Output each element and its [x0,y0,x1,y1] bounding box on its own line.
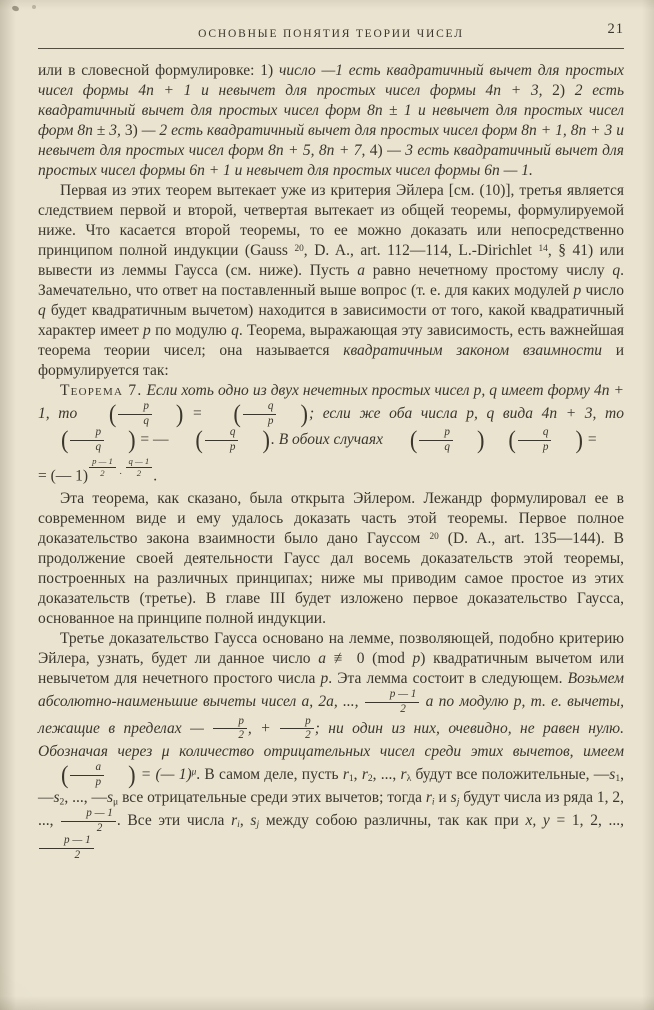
text-run: j [456,796,460,808]
text-run: = [184,404,211,422]
math-fraction [517,427,553,453]
paragraph [38,181,624,381]
paragraph [38,489,624,629]
math-fraction [204,427,240,453]
text-run: s [609,765,616,783]
text-run: , ..., — [64,789,107,807]
text-run: . Теорема, выражающая эту зависимость, есть важнейшая теорема теории чисел; она называется [38,322,625,359]
legendre-symbol [38,427,137,453]
text-run: . Замечательно, что ответ на поставленный выше вопрос (т. е. для каких модулей [38,262,625,299]
text-run: по модулю [150,322,232,339]
fraction-numerator: a [70,762,104,776]
fraction-numerator: p — 1 [39,835,94,849]
fraction-numerator: p [118,401,152,415]
text-run: . В обоих случаях [270,431,387,449]
text-run: 2 есть квадратичный вычет для простых чисел форм 8n ± 1 и невычет для простых чисел форм 8n ± 3, [38,82,625,139]
text-run: Возьмем абсолютно-наименьшие вычеты чисел a, 2a, ..., [38,670,625,711]
math-fraction [212,716,248,742]
text-run: s [106,789,114,807]
math-fraction [60,808,117,834]
text-run: будет квадратичным вычетом) находится в зависимости от того, какой квадратичный характер имеет [38,302,624,339]
open-paren-icon: ( [61,760,69,789]
fraction-numerator: p [70,427,104,441]
text-run: 20 [429,532,439,543]
text-run: i [237,819,240,831]
text-run: между собою различны, так как при [259,812,526,830]
fraction-denominator: p [267,414,274,427]
text-run: = — [136,431,173,449]
text-run: будут числа из ряда 1, 2, ..., [38,789,625,830]
paragraph [38,629,624,861]
text-run: i [431,796,435,808]
text-run: ; если же оба числа p, q вида 4n + 3, то [308,404,624,422]
text-run: . Все эти числа [116,812,232,830]
display-formula [38,457,624,486]
close-paren-icon: ) [175,399,184,428]
text-run: 20 [294,243,304,254]
open-paren-icon: ( [61,425,69,454]
open-paren-icon: ( [233,399,241,428]
math-fraction [279,716,315,742]
fraction-denominator: 2 [400,702,406,715]
text-run: a [357,262,365,279]
text-run: или в словесной формулировке: 1) [38,62,279,79]
close-paren-icon: ) [575,425,583,454]
text-run: = 1, 2, ..., [549,812,625,830]
text-run: = (— 1) [136,765,192,783]
math-fraction [242,401,278,427]
text-run: 2 [59,796,65,808]
text-run: , [239,812,251,830]
legendre-symbol [210,401,309,427]
text-run: j [256,819,260,831]
fraction-denominator: 2 [74,848,81,861]
close-paren-icon: ) [128,760,136,789]
text-run: a по модулю p, т. е. вычеты, лежащие в пределах — [38,693,624,737]
fraction-denominator: p [542,441,549,454]
text-run: Первая из этих теорем вытекает уже из критерия Эйлера [см. (10)], третья является следствием первой и второй, четвертая вытекает из общей теоремы, формулируемой ниже. Что касается второй теоремы, то ее можно доказать или непосредственно принципом полной индукции (Gauss [38,182,624,259]
text-run: Третье доказательство Гаусса основано на лемме, позволяющей, подобно критерию Эйлера, узнать, будет ли данное число [38,630,624,668]
fraction-numerator: p [280,716,314,730]
fraction-numerator: q — 1 [126,457,153,468]
text-run: 2) [552,82,575,99]
text-run: 2 [367,773,373,785]
fraction-numerator: p — 1 [365,689,420,703]
text-run: , ..., [372,765,401,783]
fraction-numerator: p — 1 [61,808,116,822]
fraction-denominator: p [95,775,102,788]
text-run: q [612,262,621,279]
open-paren-icon: ( [508,425,516,454]
text-run: , D. A., art. 112—114, L.-Dirichlet [303,242,539,259]
close-paren-icon: ) [300,399,308,428]
open-paren-icon: ( [195,425,203,454]
fraction-numerator: q [205,427,239,441]
text-run: , [353,765,362,783]
close-paren-icon: ) [262,425,270,454]
legendre-symbol [86,401,185,427]
text-run: число [581,282,624,299]
fraction-numerator: q [243,401,277,415]
text-run: = [583,431,597,449]
math-fraction [117,401,153,427]
fraction-denominator: 2 [238,729,244,742]
text-run: ) квадратичным вычетом или невычетом для нечетного простого числа [38,650,625,688]
text-run: ; ни один из них, очевидно, не равен нулю. Обозначая через μ количество отрицательных чисел среди этих вычетов, имеем [38,719,624,761]
text-run: . Эта лемма состоит в следующем. [328,670,568,688]
text-run: μ [191,767,197,778]
text-run: r [361,765,368,783]
fraction-denominator: q [95,441,102,454]
fraction-denominator: q [444,441,450,454]
math-fraction [69,762,105,788]
text-run: — 3 есть квадратичный вычет для простых чисел формы 6n + 1 и невычет для простых чисел формы 6n — 1. [38,142,624,179]
close-paren-icon: ) [476,425,485,454]
fraction-denominator: p [229,441,236,454]
fraction-denominator: 2 [100,467,105,478]
text-run: a [318,650,326,668]
page-number: 21 [607,21,624,37]
text-run: . [153,467,158,485]
text-run: r [400,765,407,783]
text-run: , — [38,765,625,807]
page-header [38,21,624,49]
text-run: будут все положительные, — [411,765,610,783]
text-run: = (— 1) [38,467,89,485]
paragraph [38,61,624,181]
text-run: p [320,670,329,688]
text-block [38,61,624,861]
text-run: x, y [525,812,550,830]
paragraph [38,381,624,454]
legendre-symbol [485,427,584,453]
text-run: Эта теорема, как сказано, была открыта Эйлером. Лежандр формулировал ее в современном виде и ему удалось доказать часть этой теоремы. Первое полное доказательство закона взаимности было дано Гауссом [38,490,624,548]
text-run: 3) [124,122,142,139]
text-run: q [231,322,239,339]
text-run: s [250,812,257,830]
text-run: . В самом деле, пусть [196,765,343,783]
text-run: s [450,789,457,807]
fraction-denominator: 2 [96,822,103,835]
math-fraction [88,457,117,478]
text-run: , § 41) или вывести из леммы Гаусса (см. ниже). Пусть [38,242,624,279]
text-run: q [38,302,46,319]
fraction-numerator: q [518,427,552,441]
text-run: квадратичным законом взаимности [343,342,603,359]
fraction-denominator: 2 [136,467,142,478]
text-run: Если хоть одно из двух нечетных простых чисел p, q имеет форму 4n + 1, то [38,382,624,422]
text-run: r [425,789,432,807]
math-fraction [38,835,95,861]
text-run: — 2 есть квадратичный вычет для простых чисел форм 8n + 1, 8n + 3 и невычет для простых чисел форм 8n + 5, 8n + 7, [38,122,624,159]
text-run: 4) [369,142,388,159]
open-paren-icon: ( [108,399,117,428]
text-run: и [434,789,451,807]
text-run: 14 [538,243,548,254]
text-run: , + [247,719,280,737]
open-paren-icon: ( [409,425,418,454]
fraction-denominator: q [143,414,149,427]
text-run: равно нечетному простому числу [364,262,613,279]
math-fraction [418,427,454,453]
math-fraction [364,689,421,715]
text-run: 1 [615,773,621,785]
text-run: p [143,322,151,339]
fraction-numerator: p — 1 [89,457,116,468]
legendre-symbol [38,762,137,788]
fraction-numerator: p [213,716,247,730]
legendre-symbol [387,427,486,453]
text-run: λ [406,773,412,785]
fraction-denominator: 2 [305,729,311,742]
text-run: r [342,765,349,783]
scan-mark [11,5,19,12]
text-run: (D. A., art. 135—144). В продолжение своей деятельности Гаусс дал восемь доказательств этой теоремы, построенных на различных принципах; ниже мы приводим самое простое из этих доказательств (третье). В главе III будет изложено первое доказательство Гаусса, основанное на принципе полной индукции. [38,530,625,628]
text-run: и формулируется так: [38,342,624,379]
text-run: r [231,812,238,830]
text-run: все отрицательные среди этих вычетов; тогда [118,789,426,807]
running-head: ОСНОВНЫЕ ПОНЯТИЯ ТЕОРИИ ЧИСЕЛ [198,28,464,40]
math-fraction [69,427,105,453]
math-fraction [125,457,154,478]
text-run: Теорема 7. [60,382,143,399]
text-run: · [116,469,125,480]
fraction-numerator: p [419,427,453,441]
text-run: ≢ 0 (mod [325,650,413,668]
legendre-symbol [172,427,271,453]
close-paren-icon: ) [128,425,136,454]
scan-mark [32,5,36,9]
text-run: число —1 есть квадратичный вычет для простых чисел формы 4n + 1 и невычет для простых чисел формы 4n + 3, [38,62,625,99]
text-run: s [53,789,60,807]
text-run: p [412,650,421,668]
text-run: 1 [348,773,354,785]
text-run: p [573,282,582,299]
text-run: μ [113,796,119,808]
